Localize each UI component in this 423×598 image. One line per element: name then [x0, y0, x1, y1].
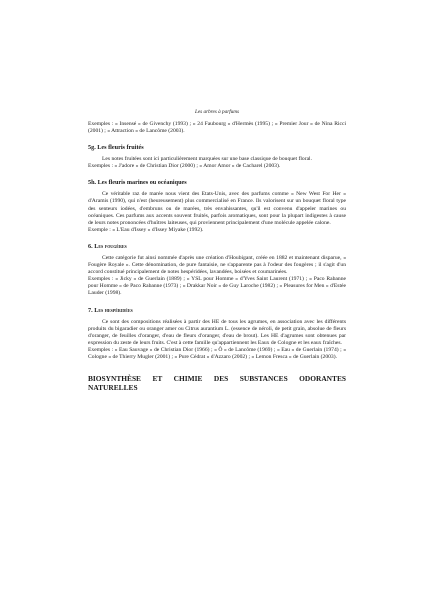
section-heading-7: 7. Les hespéridées	[88, 306, 133, 314]
spacer	[88, 170, 346, 179]
running-head: Les arbres à parfums	[194, 109, 240, 115]
paragraph-fleuris-marines: Ce véritable raz de marée nous vient des Etats-Unis, avec des parfums comme « New West For Her » d'Aramis (1990), qui n'est (heureusement) plus commercialisé en France. Ils valorisent sur un bouquet floral type des senteurs iodées, d'embruns ou de marées, très envahissantes, qu'il est convenu d'appeler marines ou océaniques. Ces parfums aux accents souvent fruités, parfois aromatiques, sont pour la plupart indigestes à cause de leurs notes prononcées d'huîtres laiteuses, qui proviennent principalement d'une molécule appelée calone.	[88, 191, 346, 226]
document-page	[88, 109, 346, 392]
paragraph-examples-hesperidees: Exemples : « Eau Sauvage » de Christian Dior (1966) ; « Ô » de Lancôme (1969) ; « Eau » de Guerlain (1974) ; « Cologne » de Thierry Mugler (2001) ; « Pure Cédrat » d'Azzaro (2002) ; « Lemon Fresca » de Guerlain (2003).	[88, 346, 346, 360]
section-heading-5h: 5h. Les fleuris marines ou océaniques	[88, 179, 187, 187]
chapter-heading: BIOSYNTHÈSE ET CHIMIE DES SUBSTANCES ODORANTES NATURELLES	[88, 374, 346, 392]
section-heading-6: 6. Les fougères	[88, 242, 127, 250]
spacer	[88, 298, 346, 307]
paragraph-fleuris-fruites: Les notes fruitées sont ici particulièrement marquées sur une base classique de bouquet floral.	[102, 156, 313, 163]
paragraph-hesperidees: Ce sont des compositions réalisées à partir des HE de tous les agrumes, en association avec les différents produits du bigaradier ou oranger amer ou Citrus aurantium L. (essence de néroli, de petit grain, absolue de fleurs d'oranger, de feuilles d'oranger, d'eau de fleurs d'oranger, d'eau de brout). Les HE d'agrumes sont obtenues par expression du zeste de leurs fruits. C'est à cette famille qu'appartiennent les Eaux de Cologne et les eaux fraîches.	[88, 318, 346, 346]
paragraph-examples-orientaux: Exemples : « Insensé » de Givenchy (1993) ; « 24 Faubourg » d'Hermès (1995) ; « Premier Jour » de Nina Ricci (2001) ; « Attraction » de Lancôme (2003).	[88, 121, 346, 135]
section-heading-5g: 5g. Les fleuris fruités	[88, 144, 144, 152]
paragraph-fougeres: Cette catégorie fut ainsi nommée d'après une création d'Houbigant, créée en 1882 et maintenant disparue, « Fougère Royale ». Cette dénomination, de pure fantaisie, ne s'apparente pas à l'odeur des fougères ; il s'agit d'un accord constitué principalement de notes hespéridées, lavandées, boisées et coumarinées.	[88, 254, 346, 276]
spacer	[88, 361, 346, 375]
spacer	[88, 135, 346, 144]
paragraph-example-marines: Exemple : « L'Eau d'Issey » d'Issey Miyake (1992).	[88, 226, 204, 233]
paragraph-examples-fruites: Exemples : « J'adore » de Christian Dior (2000) ; « Amor Amor » de Cacharel (2003).	[88, 163, 281, 170]
paragraph-examples-fougeres: Exemples : « Jicky » de Guerlain (1889) ; « YSL pour Homme » d'Yves Saint Laurent (1971) ; « Paco Rabanne pour Homme » de Paco Rabanne (1973) ; « Drakkar Noir » de Guy Laroche (1982) ; « Pleasures for Men » d'Estée Lauder (1998).	[88, 276, 346, 297]
spacer	[88, 234, 346, 243]
